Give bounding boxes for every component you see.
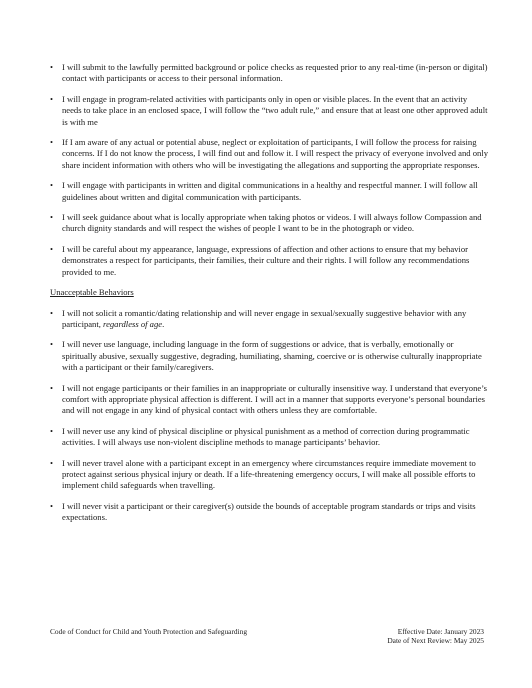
list-item-text: I will never visit a participant or their caregiver(s) outside the bounds of acceptable program standards or trips and visits expectations. xyxy=(62,500,476,523)
list-item-text: I will never use language, including language in the form of suggestions or advice, that is verbally, emotionally or spiritually abusive, sexually suggestive, degrading, humiliating, shaming, coercive or is otherwise culturally inappropriate with a participant or their family/caregivers. xyxy=(62,339,482,373)
list-item xyxy=(50,62,488,85)
list-item xyxy=(50,458,488,492)
section-heading: Unacceptable Behaviors xyxy=(50,287,134,298)
document-body xyxy=(50,62,488,533)
list-item-text: If I am aware of any actual or potential abuse, neglect or exploitation of participants, I will follow the process for raising concerns. If I do not know the process, I will find out and follow it. I will respect the privacy of everyone involved and only share incident information with others who will be investigating the allegations and supporting the appropriate responses. xyxy=(62,137,488,170)
list-item-text: I will be careful about my appearance, language, expressions of affection and other actions to ensure that my behavior demonstrates a respect for participants, their families, their culture and their rights. I will follow any recommendations provided to me. xyxy=(62,243,470,277)
bullet-icon: • xyxy=(50,212,54,223)
list-item xyxy=(50,94,488,128)
list-item xyxy=(50,501,488,524)
bullet-icon: • xyxy=(50,382,54,393)
list-item-text: I will not solicit a romantic/dating relationship and will never engage in sexual/sexually suggestive behavior with any participant, xyxy=(62,307,467,329)
list-item xyxy=(50,244,488,278)
list-item-text: I will seek guidance about what is locally appropriate when taking photos or videos. I will always follow Compassion and church dignity standards and will respect the wishes of people I want to be in the photograph or video. xyxy=(62,212,482,234)
list-item xyxy=(50,180,488,203)
footer-next-review-date: Date of Next Review: May 2025 xyxy=(387,636,484,646)
bullet-icon: • xyxy=(50,137,54,148)
list-item-emphasis: regardless of age xyxy=(103,318,163,329)
bullet-icon: • xyxy=(50,180,54,191)
list-item-text: I will engage with participants in written and digital communications in a healthy and respectful manner. I will follow all guidelines about written and digital communication with participants. xyxy=(62,180,478,202)
list-item xyxy=(50,308,488,331)
footer-dates xyxy=(284,627,484,646)
list-item-text: I will engage in program-related activities with participants only in open or visible places. In the event that an activity needs to take place in an enclosed space, I will follow the “two adult rule,” and ensure that at least one other approved adult is with me xyxy=(62,93,488,127)
bullet-icon: • xyxy=(50,339,54,350)
list-item xyxy=(50,426,488,449)
list-item xyxy=(50,137,488,171)
unacceptable-behaviors-list xyxy=(50,308,488,524)
list-item-text: I will not engage participants or their families in an inappropriate or culturally insensitive way. I understand that everyone’s comfort with appropriate physical affection is different. I will act in a manner that supports everyone’s personal boundaries and will not engage in any kind of physical contact with others unless they are comfortable. xyxy=(62,382,487,416)
list-item xyxy=(50,212,488,235)
list-item xyxy=(50,383,488,417)
footer-effective-date: Effective Date: January 2023 xyxy=(397,627,484,636)
footer-document-title: Code of Conduct for Child and Youth Protection and Safeguarding xyxy=(50,627,248,636)
list-item xyxy=(50,339,488,373)
bullet-icon: • xyxy=(50,425,54,436)
bullet-icon: • xyxy=(50,243,54,254)
list-item-text: I will never use any kind of physical discipline or physical punishment as a method of correction during programmatic activities. I will always use non-violent discipline methods to manage participants’ behavior. xyxy=(62,425,470,448)
bullet-icon: • xyxy=(50,62,54,72)
list-item-text: I will submit to the lawfully permitted background or police checks as requested prior to any real-time (in-person or digital) contact with participants or access to their personal information. xyxy=(62,62,488,84)
acceptable-behaviors-list xyxy=(50,62,488,278)
bullet-icon: • xyxy=(50,457,54,468)
bullet-icon: • xyxy=(50,307,54,318)
bullet-icon: • xyxy=(50,93,54,104)
list-item-suffix: . xyxy=(162,318,165,329)
bullet-icon: • xyxy=(50,500,54,511)
list-item-text: I will never travel alone with a participant except in an emergency where circumstances require immediate movement to protect against serious physical injury or death. If a life-threatening emergency occurs, I will make all possible efforts to implement child safeguards when travelling. xyxy=(62,457,476,491)
